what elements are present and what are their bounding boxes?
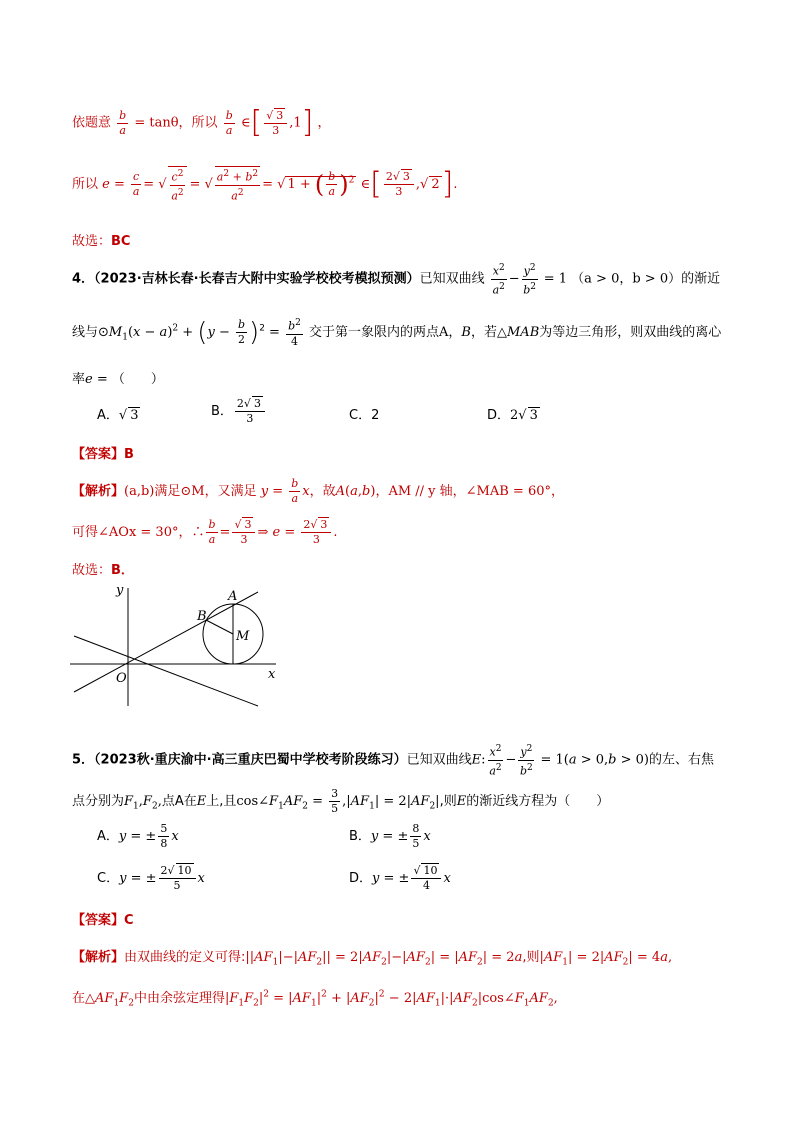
q5-line-1: 5．（2023秋·重庆渝中·高三重庆巴蜀中学校考阶段练习）已知双曲线E: $\frac{x^2}{a^2}$ − $\frac{y^2}{b^2}$ = 1(a > 0,b > 0)的左、右焦 — [72, 744, 714, 778]
text: ， — [317, 115, 331, 131]
answer-line — [72, 230, 130, 249]
q5-option-a: A．y = ± $\frac{5}{8}$ x — [97, 822, 179, 850]
q4-line-1: 4．（2023·吉林长春·长春吉大附中实验学校校考模拟预测）已知双曲线 $\frac{x^2}{a^2}$ − $\frac{y^2}{b^2}$ = 1 （a > 0，b > 0）的渐近 — [72, 263, 721, 297]
q5-analysis-1: 【解析】由双曲线的定义可得$:||AF_1|-|AF_2|| = 2|AF_2|-|AF_2| = |AF_2| = 2a$,则$|AF_1| = 2|AF_2| = 4a$, — [72, 950, 673, 968]
label-o: O — [116, 671, 127, 686]
text: 率 — [72, 372, 86, 387]
answer-value: BC — [111, 234, 131, 249]
q4-final: 故选：B． — [72, 563, 134, 578]
text: 已知双曲线 — [419, 271, 485, 287]
option-b: B． $\frac{2√ 3}{3}$ — [211, 397, 267, 426]
text: （a > 0，b > 0）的渐近 — [571, 271, 721, 287]
answer-label: 故选： — [72, 234, 112, 249]
label-b: B — [197, 609, 207, 624]
label-y: y — [116, 583, 124, 598]
question-number: 4． — [72, 271, 95, 287]
geometry-figure — [70, 578, 290, 708]
q5-answer: 【答案】C — [72, 913, 134, 928]
label-x: x — [268, 667, 276, 682]
text: 为等边三角形，则双曲线的离心 — [539, 324, 722, 340]
label-a: A — [228, 589, 238, 604]
q5-analysis-2: 在$\triangle AF_1F_2$中由余弦定理得$|F_1F_2|^2 = |AF_1|^2 + |AF_2|^2$ − $2|AF_1|\cdot|AF_2|\cos\angle F_1AF_2$, — [72, 989, 558, 1009]
q5-line-2: 点分别为$F_1,F_2$,点A在E上,且$\cos\angle F_1AF_2$ = $\frac{3}{5}$ $,|AF_1| = 2|AF_2|$,则E的渐近线方程为（ ） — [72, 787, 610, 815]
solution-line-2: 所以 e = $\frac{c}{a}$ = √ $\frac{c^2}{a^2}$ = √ $\frac{a^2 + b^2}{a^2}$ = √ 1 + ( $\frac{b}{a}$ )$^2$ ∈[ $\frac{2√ 3}{3}$ ,√ 2]. — [72, 166, 458, 203]
q4-analysis-1: 【解析】(a,b)满足⊙M，又满足 y = $\frac{b}{a}$ x，故A(a,b)，AM // y 轴，∠MAB = 60°， — [72, 477, 564, 505]
solution-line-1: 依题意 $\frac{b}{a}$ = tanθ，所以 $\frac{b}{a}$ ∈[ $\frac{√ 3}{3}$ ,1] ， — [72, 105, 331, 140]
text: 依题意 — [72, 115, 112, 131]
q4-line-3: 率e = （ ） — [72, 372, 164, 387]
asymptote-positive — [74, 592, 258, 692]
question-source: （2023·吉林长春·长春吉大附中实验学校校考模拟预测） — [94, 271, 420, 287]
text: ，若 — [470, 324, 497, 340]
option-a: A．√ 3 — [97, 408, 139, 423]
q4-analysis-2: 可得∠AOx = 30°，∴ $\frac{b}{a}$ = $\frac{√ 3}{3}$ ⇒ e = $\frac{2√ 3}{3}$ . — [72, 518, 338, 546]
asymptote-negative — [74, 636, 258, 706]
fraction: $\frac{b}{a}$ — [119, 108, 127, 137]
q5-option-d: D．y = ± $\frac{√ 10}{4}$ x — [349, 864, 451, 892]
q5-option-b: B．y = ± $\frac{8}{5}$ x — [349, 822, 431, 850]
segment-bm — [206, 620, 233, 634]
text: = tanθ，所以 — [134, 115, 218, 131]
q4-answer: 【答案】B — [72, 447, 134, 462]
fraction: $\frac{b}{a}$ — [225, 108, 233, 137]
q5-option-c: C．y = ± $\frac{2√ 10}{5}$ x — [97, 864, 205, 892]
option-c: C．2 — [349, 408, 380, 423]
text: 所以 — [72, 177, 99, 193]
text: 线与⊙ — [72, 324, 109, 340]
label-m: M — [236, 629, 250, 644]
text: 交于第一象限内的两点 — [309, 324, 440, 340]
text: （ ） — [111, 372, 164, 387]
q4-line-2: 线与$⊙M_1(x - a)^2 + (y$ − $\frac{b}{2}$ )$^2$ = $\frac{b^2}{4}$ 交于第一象限内的两点A，B，若△MAB为等边三角形，则双曲线的离心 — [72, 317, 722, 348]
option-d: D．2√ 3 — [487, 408, 538, 423]
